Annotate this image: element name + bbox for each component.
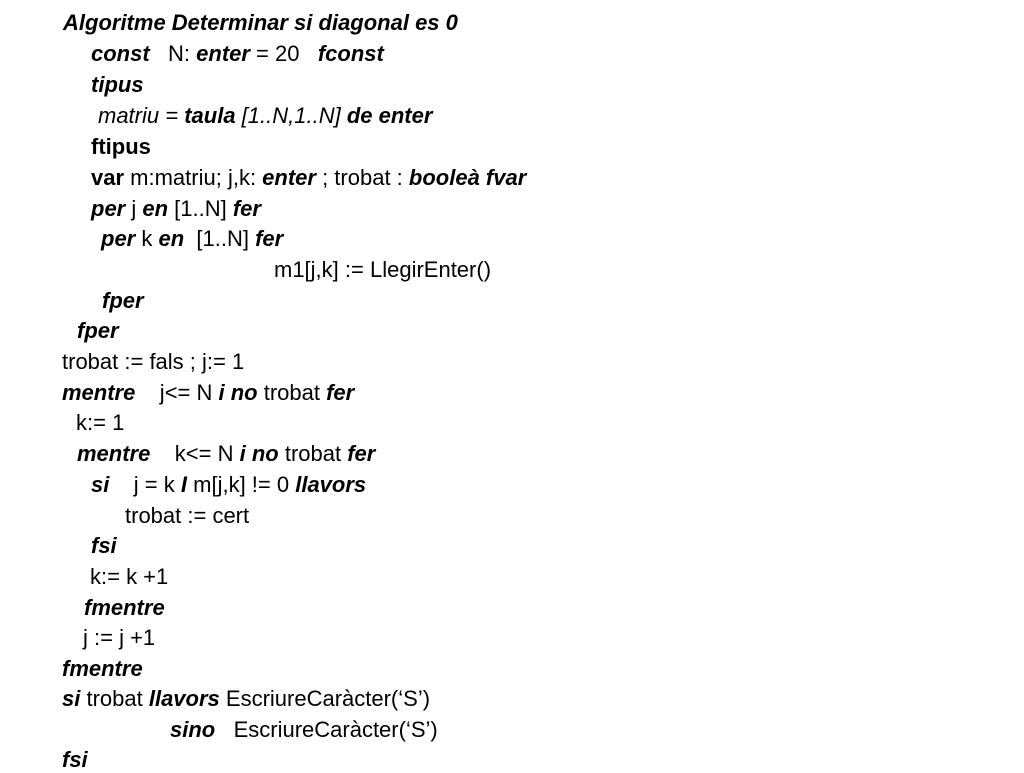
code-segment: EscriureCaràcter(‘S’) (215, 717, 438, 742)
code-segment: fer (232, 196, 261, 221)
code-segment: llavors (148, 686, 220, 711)
code-segment: enter (262, 165, 316, 190)
code-segment: trobat (80, 686, 149, 711)
code-segment: trobat (278, 441, 348, 466)
code-line-fsi-final (62, 747, 88, 773)
code-line-mentre-j (62, 380, 354, 406)
code-line-si-result (62, 686, 430, 712)
code-segment: k:= k +1 (90, 564, 169, 589)
code-line-fper-inner (102, 288, 144, 314)
code-line-fper-outer (77, 318, 119, 344)
code-line-tipus (91, 72, 144, 98)
code-segment: ftipus (91, 134, 151, 159)
code-segment: taula (184, 103, 236, 128)
code-segment: k (135, 226, 159, 251)
code-line-si-cond (91, 472, 366, 498)
code-line-per-k (101, 226, 283, 252)
code-segment: si (62, 686, 81, 711)
code-line-matriu (98, 103, 432, 129)
code-line-k-init (76, 410, 124, 436)
code-line-const (91, 41, 384, 67)
code-segment: j (125, 196, 143, 221)
code-segment: fconst (317, 41, 384, 66)
code-segment: i no (218, 380, 258, 405)
code-segment: tipus (91, 72, 144, 97)
code-line-read (274, 257, 491, 283)
code-line-trobat-cert (125, 503, 249, 529)
code-segment: ; trobat : (315, 165, 409, 190)
code-segment: fsi (62, 747, 88, 772)
code-segment: fer (255, 226, 284, 251)
code-segment: [1..N] (184, 226, 256, 251)
code-segment: trobat := fals ; j:= 1 (62, 349, 245, 374)
code-segment: k<= N (150, 441, 240, 466)
code-line-init (62, 349, 244, 375)
code-segment: Algoritme Determinar si diagonal es 0 (63, 10, 458, 35)
code-segment: m[j,k] != 0 (187, 472, 296, 497)
code-segment: booleà fvar (408, 165, 527, 190)
code-segment: j<= N (135, 380, 219, 405)
code-segment: en (158, 226, 185, 251)
code-segment: mentre (62, 380, 136, 405)
code-segment: mentre (77, 441, 151, 466)
code-line-fsi-inner (91, 533, 117, 559)
code-segment: var (91, 165, 125, 190)
algorithm-title (63, 10, 458, 36)
code-line-var (91, 165, 526, 191)
code-segment: sino (170, 717, 216, 742)
code-segment: fmentre (62, 656, 143, 681)
code-line-j-inc (83, 625, 155, 651)
code-segment: trobat := cert (125, 503, 250, 528)
code-segment: j = k (109, 472, 181, 497)
code-segment: per (91, 196, 126, 221)
code-segment: I (180, 472, 188, 497)
code-line-per-j (91, 196, 261, 222)
code-segment: m1[j,k] := LlegirEnter() (274, 257, 492, 282)
code-segment: fper (77, 318, 119, 343)
code-line-mentre-k (77, 441, 375, 467)
code-segment: k:= 1 (76, 410, 125, 435)
code-line-sino (170, 717, 438, 743)
code-segment: trobat (257, 380, 327, 405)
code-segment: fer (326, 380, 355, 405)
code-segment: m:matriu; j,k: (124, 165, 263, 190)
code-segment: = 20 (249, 41, 318, 66)
code-line-k-inc (90, 564, 168, 590)
code-segment: j := j +1 (83, 625, 156, 650)
code-line-ftipus (91, 134, 151, 160)
code-segment: fer (347, 441, 376, 466)
code-segment: llavors (295, 472, 367, 497)
code-segment: EscriureCaràcter(‘S’) (219, 686, 431, 711)
code-segment: [1..N,1..N] (235, 103, 347, 128)
code-segment: [1..N] (168, 196, 233, 221)
code-segment: si (91, 472, 110, 497)
code-segment: i no (239, 441, 279, 466)
code-segment: enter (196, 41, 250, 66)
code-line-fmentre-inner (84, 595, 165, 621)
code-segment: per (101, 226, 136, 251)
code-segment: const (91, 41, 150, 66)
code-segment: fmentre (84, 595, 165, 620)
code-segment: en (142, 196, 169, 221)
code-segment: fper (102, 288, 144, 313)
code-line-fmentre-outer (62, 656, 143, 682)
code-segment: matriu = (98, 103, 185, 128)
code-segment: fsi (91, 533, 117, 558)
code-segment: de enter (346, 103, 433, 128)
code-segment: N: (149, 41, 197, 66)
